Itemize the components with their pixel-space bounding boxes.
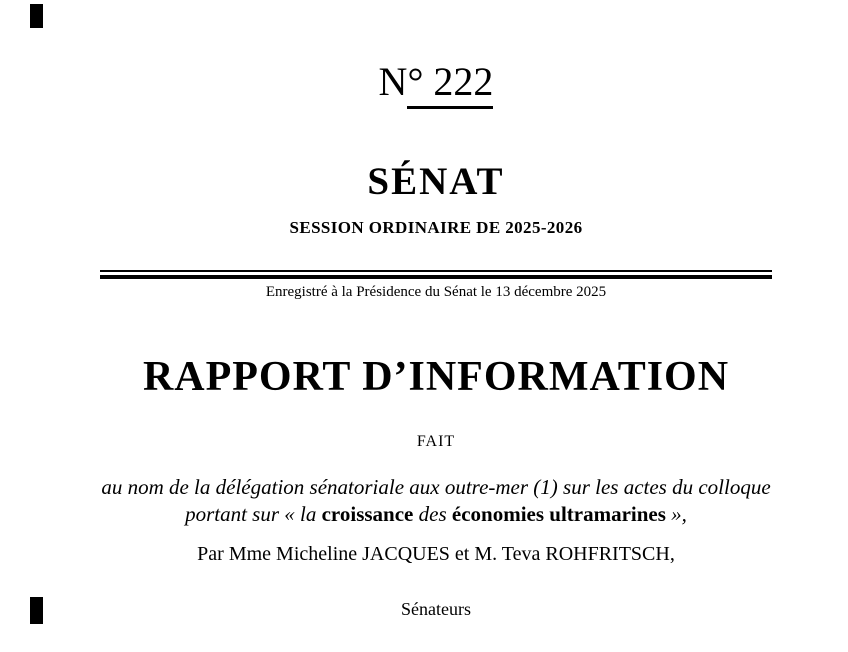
registration-line: Enregistré à la Présidence du Sénat le 13 décembre 2025 (265, 284, 607, 300)
subject-line2-mid: des (413, 501, 452, 526)
report-subject-line1: au nom de la délégation sénatoriale aux outre-mer (1) sur les actes du colloque (101, 475, 771, 499)
subject-line2-bold2: économies ultramarines (451, 501, 666, 526)
subject-line2-post: », (665, 501, 687, 526)
institution-title: SÉNAT (367, 160, 505, 203)
subject-line2-pre: portant sur « la (185, 501, 322, 526)
report-title: RAPPORT D’INFORMATION (142, 354, 730, 400)
report-subject-line2 (100, 501, 772, 528)
document-number-prefix: N (378, 59, 408, 104)
made-label: FAIT (416, 433, 456, 450)
authors-role: Sénateurs (401, 599, 471, 619)
document-number (100, 59, 772, 104)
printer-mark-top-left (30, 4, 43, 28)
session-line: SESSION ORDINAIRE DE 2025-2026 (289, 218, 583, 237)
authors-line: Par Mme Micheline JACQUES et M. Teva ROHFRITSCH, (197, 543, 675, 565)
subject-line2-bold1: croissance (321, 501, 414, 526)
report-subject (100, 474, 772, 527)
double-horizontal-rule (100, 270, 772, 279)
document-number-underlined: ° 222 (407, 59, 493, 109)
printer-mark-bottom-left (30, 597, 43, 624)
